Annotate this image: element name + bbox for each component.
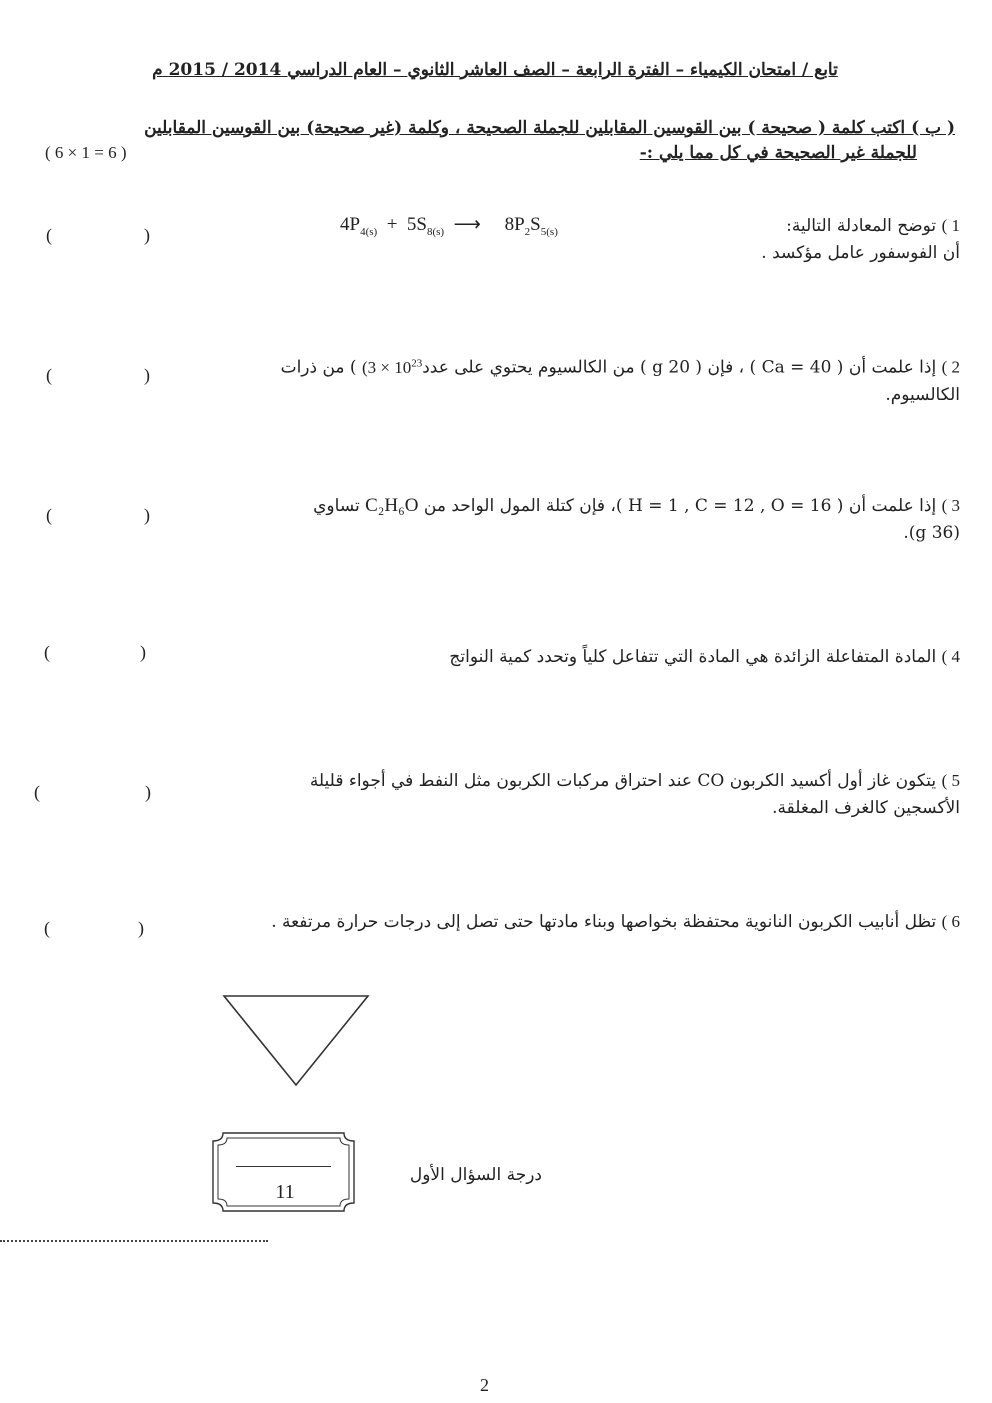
question-number: 6 ) [941, 912, 960, 931]
answer-paren-close[interactable]: ) [145, 782, 151, 802]
answer-paren-open[interactable]: ( [34, 782, 40, 802]
inverted-triangle-icon [220, 990, 372, 1090]
answer-paren-close[interactable]: ) [138, 918, 144, 938]
question-4: 4 ) المادة المتفاعلة الزائدة هي المادة التي تتفاعل كلياً وتحدد كمية النواتج [449, 647, 960, 667]
answer-paren-open[interactable]: ( [46, 225, 52, 245]
question-5: 5 ) يتكون غاز أول أكسيد الكربون CO عند احتراق مركبات الكربون مثل النفط في أجواء قليلة الأكسجين كالغرف المغلقة. [220, 767, 960, 822]
answer-paren-open[interactable]: ( [46, 505, 52, 525]
answer-paren-open[interactable]: ( [44, 642, 50, 662]
question-text: توضح المعادلة التالية: [786, 216, 937, 236]
reaction-arrow-icon: ⟶ [453, 214, 481, 235]
chemical-equation: $4P_{4(s)} + 5S_{8(s)}$ ⟶ $8P_2S_{5(s)}$ [340, 214, 558, 238]
question-number: 2 ) [941, 357, 960, 377]
score-total: 11 [275, 1181, 295, 1203]
footer-divider [0, 1240, 268, 1242]
question-2: 2 ) إذا علمت أن ( Ca = 40 ) ، فإن ( 20 g ) من الكالسيوم يحتوي على عدد(3 × $10^{23}$ ) من ذرات الكالسيوم. [200, 350, 960, 409]
instruction-line-1: ( ب ) اكتب كلمة ( صحيحة ) بين القوسين المقابلين للجملة الصحيحة ، وكلمة (غير صحيحة) بين القوسين المقابلين [144, 118, 955, 138]
question-1 [700, 212, 960, 267]
answer-paren-open[interactable]: ( [46, 365, 52, 385]
section-instruction [80, 116, 955, 166]
question-text-line-2: أن الفوسفور عامل مؤكسد . [761, 243, 960, 263]
question-6: 6 ) تظل أنابيب الكربون النانوية محتفظة بخواصها وبناء مادتها حتى تصل إلى درجات حرارة مرتفعة . [271, 912, 960, 932]
question-number: 5 ) [941, 771, 960, 790]
answer-paren-open[interactable]: ( [44, 918, 50, 938]
instruction-line-2: للجملة غير الصحيحة في كل مما يلي :- [639, 143, 917, 163]
points-allocation: ( 6 × 1 = 6 ) [45, 143, 127, 162]
answer-paren-close[interactable]: ) [144, 225, 150, 245]
answer-paren-close[interactable]: ) [144, 365, 150, 385]
question-text-line-2: الكالسيوم. [885, 384, 960, 405]
question-text-line-2: الأكسجين كالغرف المغلقة. [772, 798, 960, 818]
answer-paren-close[interactable]: ) [140, 642, 146, 662]
question-text-line-2: (36 g). [903, 523, 960, 543]
grade-label: درجة السؤال الأول [409, 1165, 542, 1185]
question-3: 3 ) إذا علمت أن ( H = 1 , C = 12 , O = 16 )، فإن كتلة المول الواحد من C₂H₆O تساوي (36 g). [230, 492, 960, 547]
exam-header: تابع / امتحان الكيمياء – الفترة الرابعة – الصف العاشر الثانوي – العام الدراسي 2014 / 2015 م [152, 60, 838, 80]
question-number: 1 ) [941, 216, 960, 235]
answer-paren-close[interactable]: ) [144, 505, 150, 525]
chemical-formula: C₂H₆O [365, 495, 419, 516]
question-number: 4 ) [941, 647, 960, 666]
page-number: 2 [480, 1375, 489, 1395]
question-number: 3 ) [941, 496, 960, 515]
score-blank-line[interactable] [236, 1166, 331, 1167]
